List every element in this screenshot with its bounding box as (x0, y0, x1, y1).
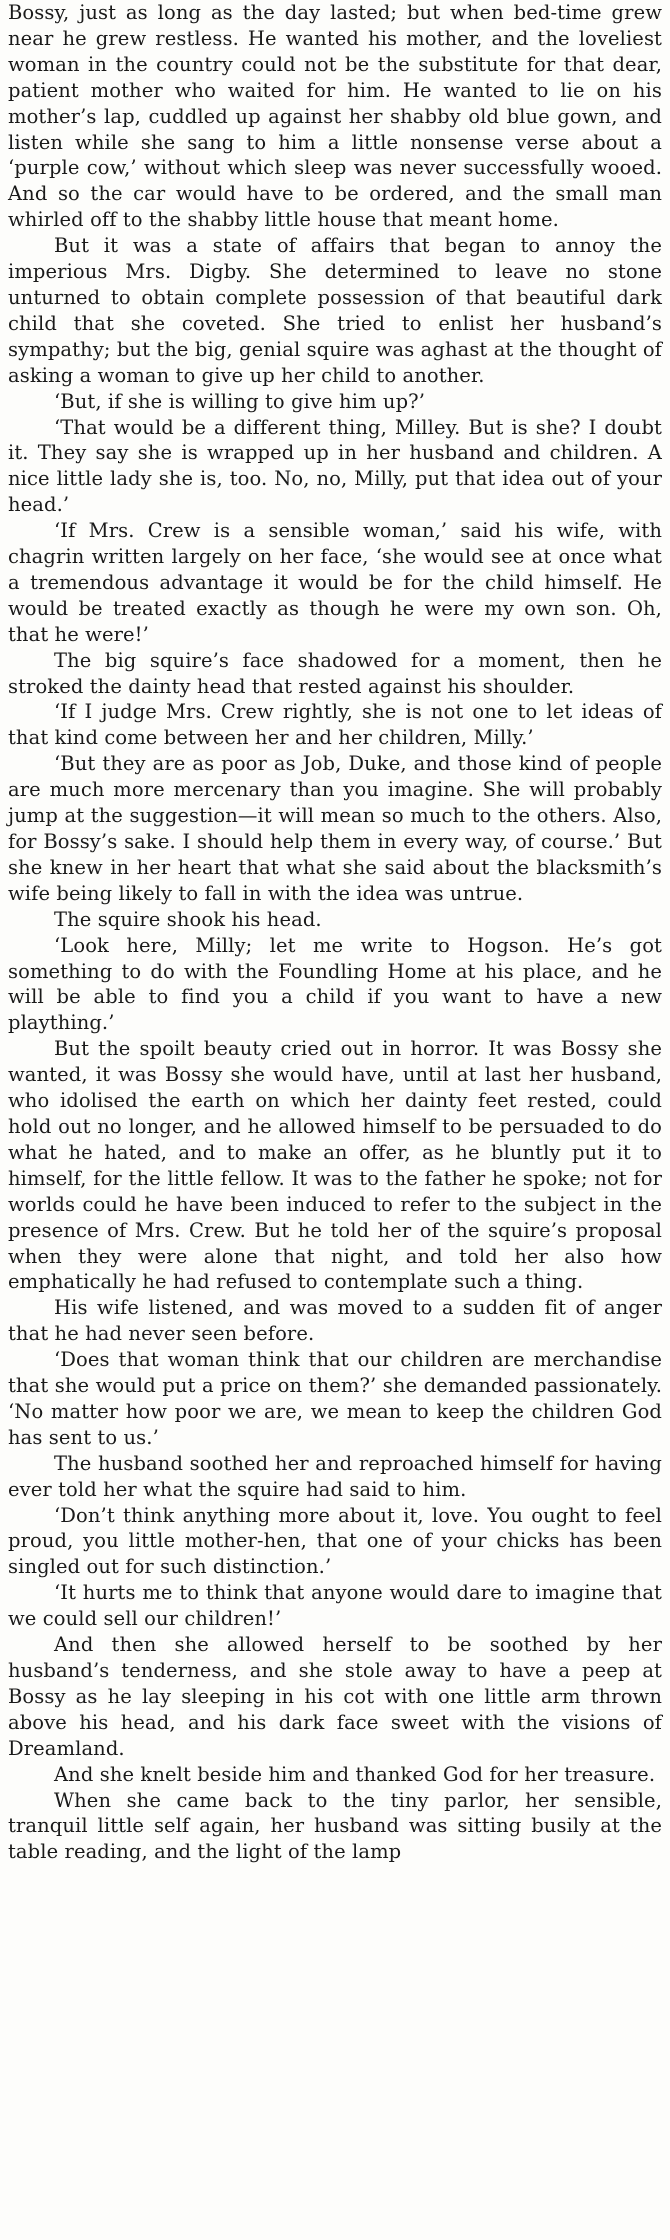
text-column (8, 0, 662, 1865)
paragraph: ‘Does that woman think that our children are merchandise that she would put a price on them?’ she demanded passionately. ‘No matter how poor we are, we mean to keep the children God has sent to us.’ (8, 1348, 662, 1449)
paragraph: ‘It hurts me to think that anyone would dare to imagine that we could sell our children!’ (8, 1581, 662, 1631)
paragraph: ‘That would be a different thing, Milley. But is she? I doubt it. They say she is wrapped up in her husband and children. A nice little lady she is, too. No, no, Milly, put that idea out of your head.’ (8, 415, 662, 517)
paragraph: ‘But, if she is willing to give him up?’ (54, 389, 426, 413)
paragraph: But the spoilt beauty cried out in horror. It was Bossy she wanted, it was Bossy she would have, until at last her husband, who idolised the earth on which her dainty feet rested, could hold out no longer, and he allowed himself to be persuaded to do what he hated, and to make an offer, as he bluntly put it to himself, for the little fellow. It was to the father he spoke; not for worlds could he have been induced to refer to the subject in the presence of Mrs. Crew. But he told her of the squire’s proposal when they were alone that night, and told her also how emphatically he had refused to contemplate such a thing. (8, 1037, 662, 1294)
paragraph: ‘If I judge Mrs. Crew rightly, she is not one to let ideas of that kind come between her and her children, Milly.’ (8, 700, 662, 750)
paragraph: When she came back to the tiny parlor, her sensible, tranquil little self again, her husband was sitting busily at the table reading, and the light of the lamp (8, 1788, 662, 1864)
paragraph: ‘If Mrs. Crew is a sensible woman,’ said his wife, with chagrin written largely on her face, ‘she would see at once what a tremendous advantage it would be for the child himself. He would be treated exactly as though he were my own son. Oh, that he were!’ (8, 519, 662, 646)
paragraph: The husband soothed her and reproached himself for having ever told her what the squire had said to him. (8, 1451, 662, 1501)
paragraph: And then she allowed herself to be soothed by her husband’s tenderness, and she stole away to have a peep at Bossy as he lay sleeping in his cot with one little arm thrown above his head, and his dark face sweet with the visions of Dreamland. (8, 1633, 662, 1760)
paragraph: The squire shook his head. (54, 907, 322, 931)
paragraph: Bossy, just as long as the day lasted; but when bed-time grew near he grew restless. He wanted his mother, and the loveliest woman in the country could not be the substitute for that dear, patient mother who waited for him. He wanted to lie on his mother’s lap, cuddled up against her shabby old blue gown, and listen while she sang to him a little nonsense verse about a ‘purple cow,’ without which sleep was never successfully wooed. And so the car would have to be ordered, and the small man whirled off to the shabby little house that meant home. (8, 1, 662, 232)
paragraph: But it was a state of affairs that began to annoy the imperious Mrs. Digby. She determined to leave no stone unturned to obtain complete possession of that beautiful dark child that she coveted. She tried to enlist her husband’s sympathy; but the big, genial squire was aghast at the thought of asking a woman to give up her child to another. (8, 234, 662, 387)
paragraph: And she knelt beside him and thanked God for her treasure. (54, 1762, 656, 1786)
paragraph: ‘Look here, Milly; let me write to Hogson. He’s got something to do with the Foundling Home at his place, and he will be able to find you a child if you want to have a new plaything.’ (8, 933, 662, 1035)
paragraph: ‘But they are as poor as Job, Duke, and those kind of people are much more mercenary than you imagine. She will probably jump at the suggestion—it will mean so much to the others. Also, for Bossy’s sake. I should help them in every way, of course.’ But she knew in her heart that what she said about the blacksmith’s wife being likely to fall in with the idea was untrue. (8, 752, 662, 905)
paragraph: His wife listened, and was moved to a sudden fit of anger that he had never seen before. (8, 1296, 662, 1346)
paragraph: The big squire’s face shadowed for a moment, then he stroked the dainty head that rested against his shoulder. (8, 648, 662, 698)
paragraph: ‘Don’t think anything more about it, love. You ought to feel proud, you little mother-hen, that one of your chicks has been singled out for such distinction.’ (8, 1503, 662, 1579)
